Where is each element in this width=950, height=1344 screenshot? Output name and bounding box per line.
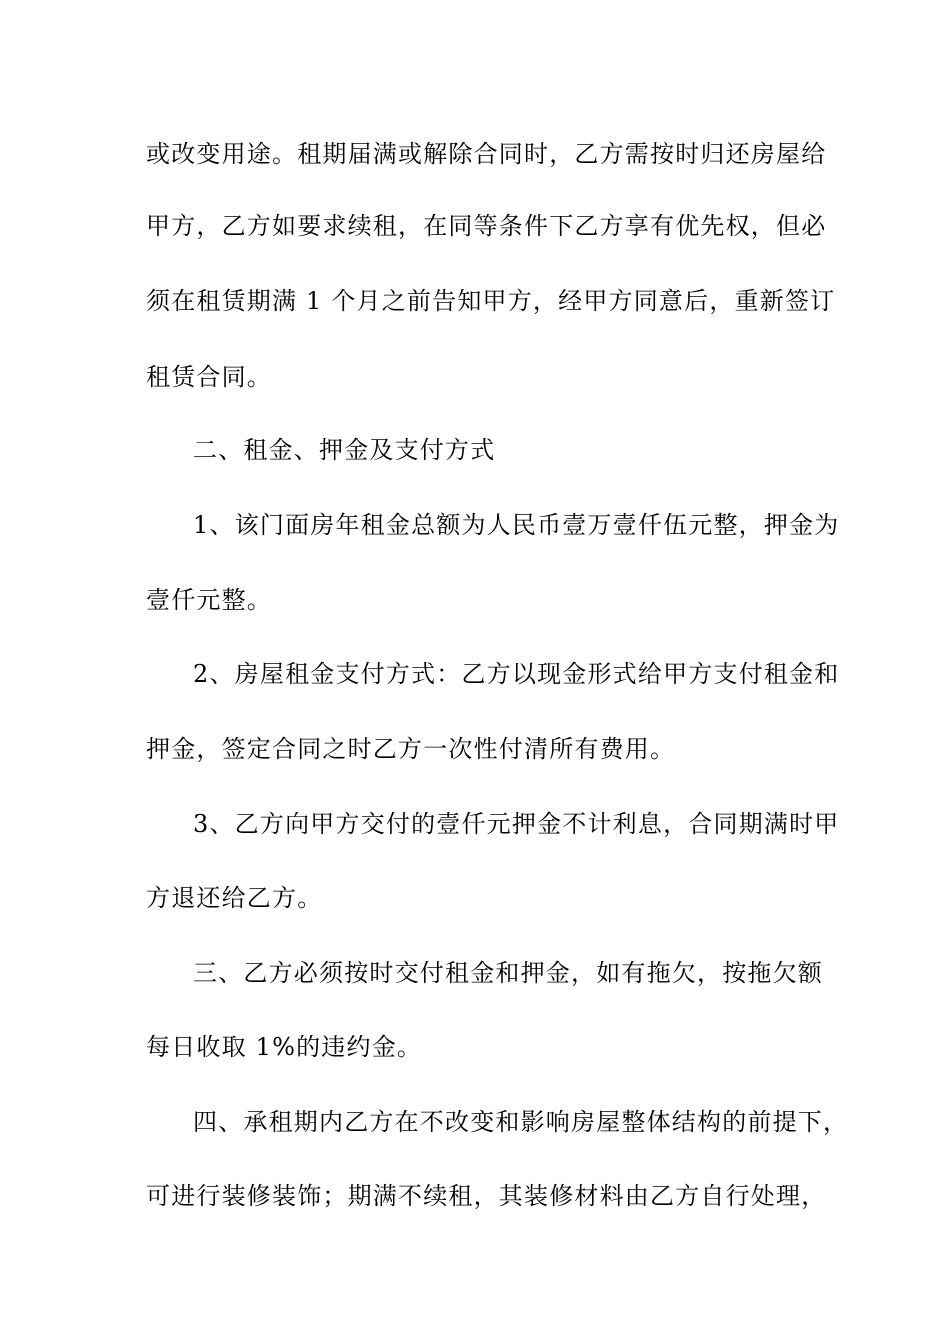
paragraph-line: 1、该门面房年租金总额为人民币壹万壹仟伍元整，押金为 <box>193 511 840 539</box>
section-heading: 二、租金、押金及支付方式 <box>193 436 496 464</box>
paragraph-line: 甲方，乙方如要求续租，在同等条件下乙方享有优先权，但必 <box>146 212 827 240</box>
paragraph-line: 租赁合同。 <box>146 363 272 391</box>
paragraph-line: 方退还给乙方。 <box>146 884 323 912</box>
paragraph-line: 三、乙方必须按时交付租金和押金，如有拖欠，按拖欠额 <box>193 959 823 987</box>
paragraph-line: 壹仟元整。 <box>146 586 272 614</box>
paragraph-line: 可进行装修装饰；期满不续租，其装修材料由乙方自行处理， <box>146 1182 827 1210</box>
paragraph-line: 3、乙方向甲方交付的壹仟元押金不计利息，合同期满时甲 <box>193 810 840 838</box>
paragraph-line: 或改变用途。租期届满或解除合同时，乙方需按时归还房屋给 <box>146 140 827 168</box>
paragraph-line: 押金，签定合同之时乙方一次性付清所有费用。 <box>146 735 676 763</box>
paragraph-line: 每日收取 1%的违约金。 <box>146 1033 423 1061</box>
paragraph-line: 2、房屋租金支付方式：乙方以现金形式给甲方支付租金和 <box>193 660 840 688</box>
paragraph-line: 四、承租期内乙方在不改变和影响房屋整体结构的前提下， <box>193 1108 849 1136</box>
paragraph-line: 须在租赁期满 1 个月之前告知甲方，经甲方同意后，重新签订 <box>146 287 836 315</box>
